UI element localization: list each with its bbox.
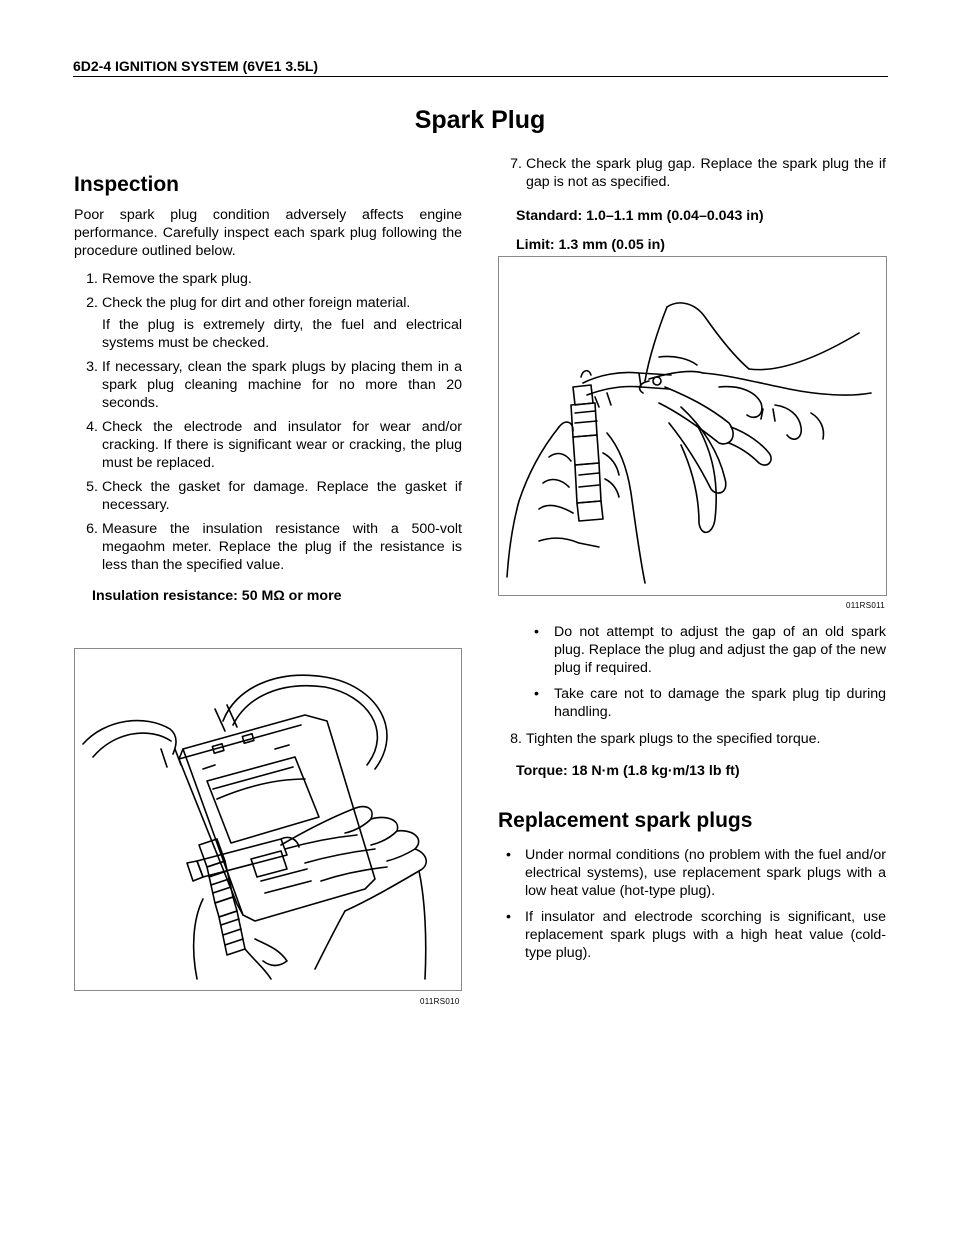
step-number: 5. — [86, 479, 98, 495]
step-text: Check the electrode and insulator for wear and/or cracking. If there is significant wear or cracking, the plug must be replaced. — [102, 419, 462, 471]
step-1 — [74, 270, 462, 288]
step-text: If necessary, clean the spark plugs by placing them in a spark plug cleaning machine for no more than 20 seconds. — [102, 359, 462, 411]
step-2 — [74, 294, 462, 312]
gap-gauge-illustration — [498, 256, 887, 596]
step-4 — [74, 418, 462, 472]
step-number: 4. — [86, 419, 98, 435]
megaohm-meter-illustration — [74, 648, 462, 991]
inspection-heading: Inspection — [74, 173, 180, 196]
step-5 — [74, 478, 462, 514]
replacement-bullet-1 — [498, 846, 886, 900]
step-text: Measure the insulation resistance with a 500-volt megaohm meter. Replace the plug if the resistance is less than the specified value. — [102, 521, 462, 573]
gauge-drawing — [499, 257, 886, 595]
torque-spec: Torque: 18 N·m (1.8 kg·m/13 lb ft) — [516, 763, 740, 779]
step-number: 3. — [86, 359, 98, 375]
intro-paragraph: Poor spark plug condition adversely affects engine performance. Carefully inspect each spark plug following the procedure outlined below. — [74, 207, 462, 259]
gap-standard: Standard: 1.0–1.1 mm (0.04–0.043 in) — [516, 208, 764, 224]
step-3 — [74, 358, 462, 412]
page-title: Spark Plug — [414, 106, 546, 134]
step-text: Tighten the spark plugs to the specified torque. — [526, 731, 821, 747]
meter-drawing — [75, 649, 461, 990]
insulation-spec: Insulation resistance: 50 MΩ or more — [92, 588, 342, 604]
bullet-dot: • — [534, 686, 539, 702]
gap-limit: Limit: 1.3 mm (0.05 in) — [516, 237, 666, 253]
step-text: Check the spark plug gap. Replace the spark plug the if gap is not as specified. — [526, 156, 886, 190]
step-number: 7. — [510, 156, 522, 172]
step-number: 6. — [86, 521, 98, 537]
bullet-dot: • — [534, 624, 539, 640]
right-column — [498, 155, 886, 254]
step-number: 1. — [86, 271, 98, 287]
note-bullet-2 — [498, 685, 886, 721]
step-number: 2. — [86, 295, 98, 311]
replacement-bullet-2 — [498, 908, 886, 962]
step-6 — [74, 520, 462, 574]
step-text: Check the gasket for damage. Replace the gasket if necessary. — [102, 479, 462, 513]
replacement-text: Under normal conditions (no problem with the fuel and/or electrical systems), use replacement spark plugs with a low heat value (hot-type plug). — [525, 847, 886, 899]
bullet-dot: • — [506, 847, 511, 863]
figure-code-right: 011RS011 — [846, 601, 886, 610]
figure-code-left: 011RS010 — [420, 997, 460, 1006]
step-7 — [498, 155, 886, 191]
right-column-lower — [498, 617, 886, 962]
step-text: Remove the spark plug. — [102, 271, 252, 287]
replacement-text: If insulator and electrode scorching is significant, use replacement spark plugs with a high heat value (cold-type plug). — [525, 909, 886, 961]
step-text: Check the plug for dirt and other foreign material. — [102, 295, 411, 311]
page-header: 6D2-4 IGNITION SYSTEM (6VE1 3.5L) — [73, 58, 888, 77]
note-text: Take care not to damage the spark plug tip during handling. — [554, 686, 886, 720]
note-text: Do not attempt to adjust the gap of an old spark plug. Replace the plug and adjust the gap of the new plug if required. — [554, 624, 886, 676]
bullet-dot: • — [506, 909, 511, 925]
note-bullet-1 — [498, 623, 886, 677]
step-8 — [498, 730, 886, 748]
step-number: 8. — [510, 731, 522, 747]
left-column — [74, 172, 462, 605]
step-2-note: If the plug is extremely dirty, the fuel and electrical systems must be checked. — [102, 317, 462, 351]
replacement-heading: Replacement spark plugs — [498, 809, 753, 832]
